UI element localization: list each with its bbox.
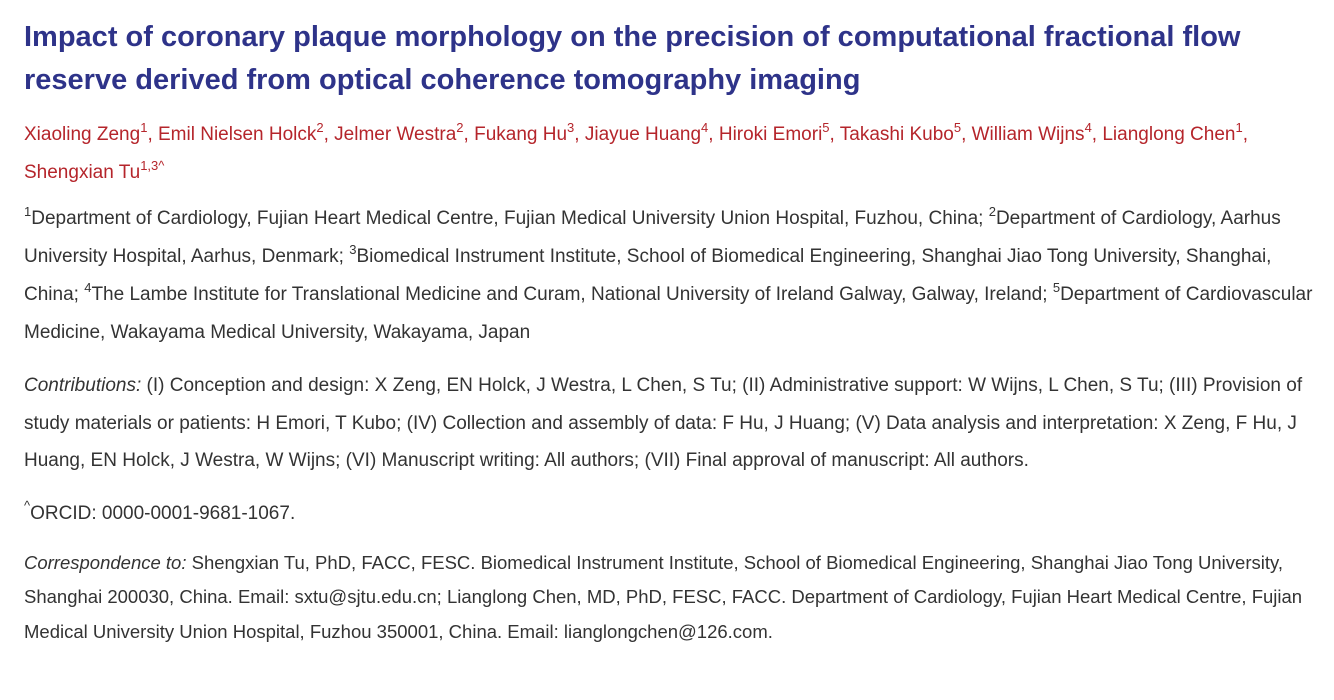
author-affiliation-sup: 3 [567,119,575,135]
contributions-text: (I) Conception and design: X Zeng, EN Holck, J Westra, L Chen, S Tu; (II) Administrative support: W Wijns, L Chen, S Tu; (III) Provision of study materials or patients: H Emori, T Kubo; (IV) Collection and assembly of data: F Hu, J Huang; (V) Data analysis and interpretation: X Zeng, F Hu, J Huang, EN Holck, J Westra, W Wijns; (VI) Manuscript writing: All authors; (VII) Final approval of manuscript: All authors. [24,375,1303,471]
correspondence [24,546,1314,650]
author-affiliation-sup: 2 [456,119,464,135]
contributions [24,367,1314,480]
author[interactable]: Xiaoling Zeng$^1$ [24,119,148,145]
author[interactable]: Emil Nielsen Holck$^2$ [158,119,324,145]
author[interactable]: Lianglong Chen$^1$ [1102,119,1243,145]
author-affiliation-sup: 5 [822,119,830,135]
author[interactable]: Shengxian $Tu^{1,3\^{}}$ [24,157,165,183]
contributions-label: Contributions: [24,375,142,396]
affiliation: $^3$Biomedical Instrument Institute, School of Biomedical Engineering, Shanghai Jiao Tong University, Shanghai, China [24,241,1272,305]
affiliation: $^2$Department of Cardiology, Aarhus University Hospital, Aarhus, Denmark [24,203,1281,267]
author-affiliation-sup: 4 [701,119,709,135]
orcid-text[interactable]: ORCID: 0000-0001-9681-1067. [30,502,296,524]
author[interactable]: Fukang Hu$^3$ [474,119,575,145]
author[interactable]: William Wijns$^4$ [971,119,1092,145]
author-affiliation-sup: 1,3^ [140,157,165,173]
author[interactable]: Jiayue Huang$^4$ [584,119,709,145]
author-affiliation-sup: 5 [953,119,962,135]
correspondence-text: Shengxian Tu, PhD, FACC, FESC. Biomedical Instrument Institute, School of Biomedical Engineering, Shanghai Jiao Tong University, Shanghai 200030, China. Email: sxtu@sjtu.edu.cn; Lianglong Chen, MD, PhD, FESC, FACC. Department of Cardiology, Fujian Heart Medical Centre, Fujian Medical University Union Hospital, Fuzhou 350001, China. Email: lianglongchen@126.com. [24,551,1303,642]
correspondence-label: Correspondence to: [24,551,187,573]
author-affiliation-sup: 2 [316,119,324,135]
affiliation: $^5$Department of Cardiovascular Medicine, Wakayama Medical University, Wakayama, Japan [24,279,1313,343]
orcid-marker: ^ [24,498,31,514]
affiliation: $^1$Department of Cardiology, Fujian Heart Medical Centre, Fujian Medical University Union Hospital, Fuzhou, China [24,203,979,229]
orcid [24,495,1314,533]
author-affiliation-sup: 1 [1235,119,1243,135]
author-affiliation-sup: 1 [140,119,148,135]
affiliation-list: $^1$Department of Cardiology, Fujian Heart Medical Centre, Fujian Medical University Union Hospital, Fuzhou, China; $^2$Department of Cardiology, Aarhus University Hospital, Aarhus, Denmark; $^3$Biomedical Instrument Institute, School of Biomedical Engineering, Shanghai Jiao Tong University, Shanghai, China; $^4$The Lambe Institute for Translational Medicine and Curam, National University of Ireland Galway, Galway, Ireland; $^5$Department of Cardiovascular Medicine, Wakayama Medical University, Wakayama, Japan [24,203,1313,343]
author-affiliation-sup: 4 [1084,119,1092,135]
affiliation: $^4$The Lambe Institute for Translational Medicine and Curam, National University of Ireland Galway, Galway, Ireland [84,279,1043,305]
article-title: Impact of coronary plaque morphology on the precision of computational fractional flow reserve derived from optical coherence tomography imaging [24,21,1241,96]
author-list: Xiaoling Zeng$^1$, Emil Nielsen Holck$^2$, Jelmer Westra$^2$, Fukang Hu$^3$, Jiayue Huang$^4$, Hiroki Emori$^5$, Takashi Kubo$^5$, William Wijns$^4$, Lianglong Chen$^1$, Shengxian $Tu^{1,3\^{}}$ [24,119,1248,183]
author[interactable]: Jelmer Westra$^2$ [334,119,464,145]
author[interactable]: Hiroki Emori$^5$ [718,119,830,145]
author[interactable]: Takashi Kubo$^5$ [839,119,962,145]
